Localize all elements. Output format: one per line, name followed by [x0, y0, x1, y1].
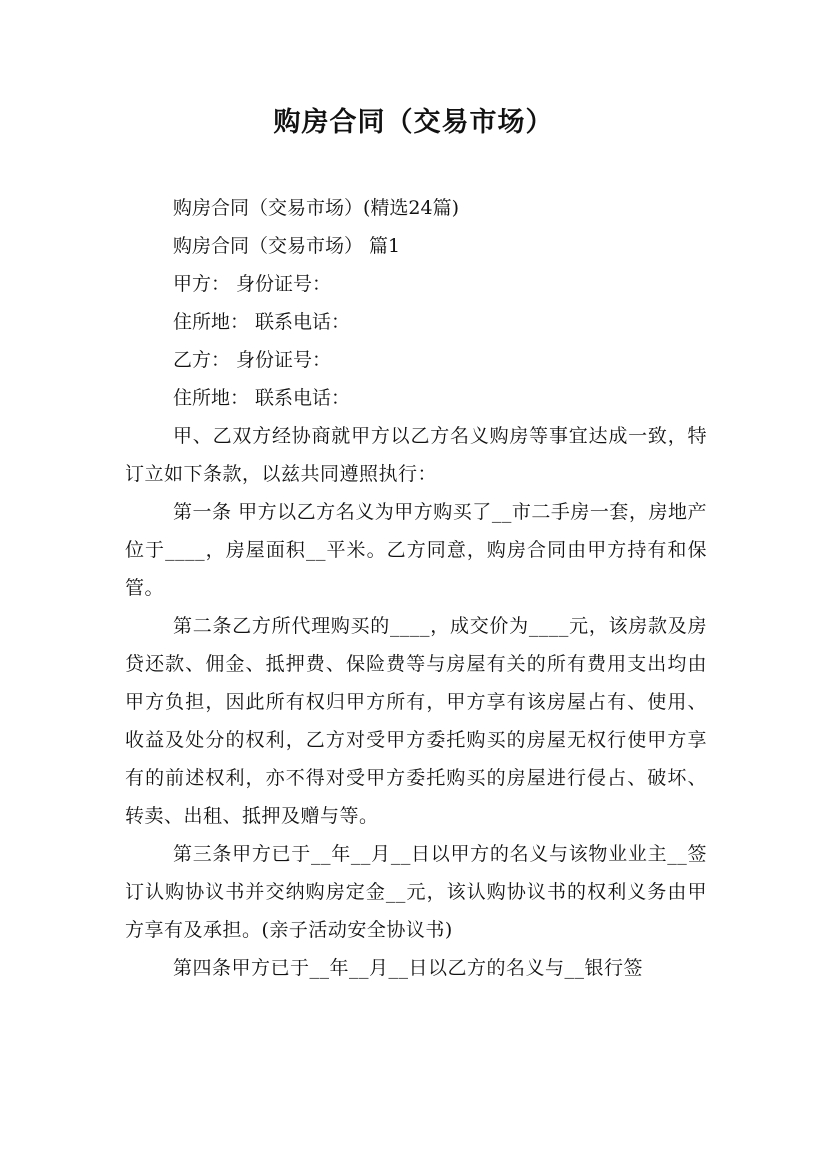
document-title: 购房合同（交易市场） [273, 107, 554, 138]
document-body [125, 189, 707, 987]
clause-2-paragraph: 第二条乙方所代理购买的____，成交价为____元，该房款及房贷还款、佣金、抵押费、保险费等与房屋有关的所有费用支出均由甲方负担，因此所有权归甲方所有，甲方享有该房屋占有、使用、收益及处分的权利，乙方对受甲方委托购买的房屋无权行使甲方享有的前述权利，亦不得对受甲方委托购买的房屋进行侵占、破坏、转卖、出租、抵押及赠与等。 [125, 615, 707, 827]
party-b-id-line: 乙方： 身份证号： [173, 349, 332, 371]
party-a-address-line: 住所地： 联系电话： [173, 311, 351, 333]
party-a-id-line: 甲方： 身份证号： [173, 273, 332, 295]
clause-3-paragraph: 第三条甲方已于__年__月__日以甲方的名义与该物业业主__签订认购协议书并交纳购房定金__元，该认购协议书的权利义务由甲方享有及承担。(亲子活动安全协议书) [125, 843, 707, 941]
party-b-address-line: 住所地： 联系电话： [173, 387, 351, 409]
subtitle-line: 购房合同（交易市场）(精选24篇) [173, 197, 460, 219]
clause-4-paragraph: 第四条甲方已于__年__月__日以乙方的名义与__银行签 [173, 957, 644, 979]
intro-paragraph: 甲、乙双方经协商就甲方以乙方名义购房等事宜达成一致，特订立如下条款，以兹共同遵照执行： [125, 425, 707, 485]
section-heading: 购房合同（交易市场） 篇1 [173, 235, 401, 257]
clause-1-paragraph: 第一条 甲方以乙方名义为甲方购买了__市二手房一套，房地产位于____，房屋面积__平米。乙方同意，购房合同由甲方持有和保管。 [125, 501, 707, 599]
